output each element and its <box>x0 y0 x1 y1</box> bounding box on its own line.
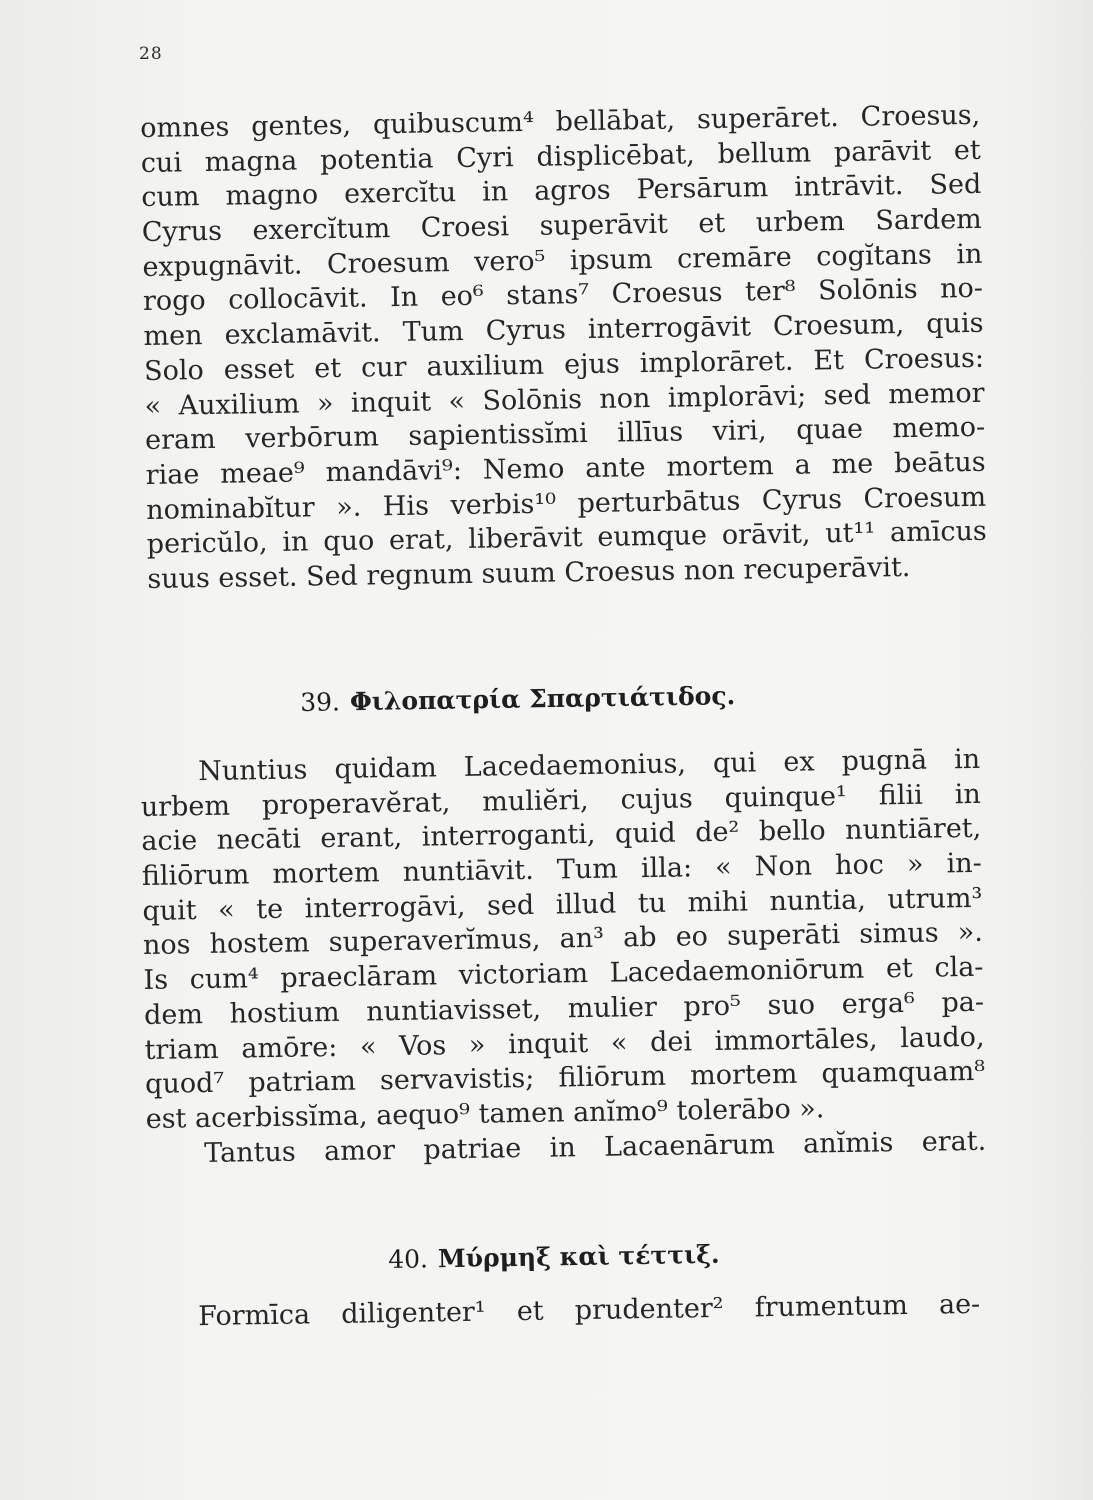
text-line: urbem properavĕrat, muliĕri, cujus quinque¹ filii in <box>140 778 981 823</box>
section-title: Μύρμηξ καὶ τέττιξ. <box>437 1239 720 1274</box>
section-number: 40. <box>388 1244 429 1274</box>
text-line: « Auxilium » inquit « Solōnis non implorāvi; sed memor <box>144 377 985 422</box>
text-line: riae meae⁹ mandāvi⁹: Nemo ante mortem a me beātus <box>145 446 986 491</box>
text-line: nos hostem superaverĭmus, an³ ab eo superāti simus ». <box>142 917 984 962</box>
text-line: Nuntius quidam Lacedaemonius, qui ex pugnā in <box>198 743 981 788</box>
page-number: 28 <box>139 44 163 64</box>
text-line: nominabĭtur ». His verbis¹⁰ perturbātus Cyrus Croesum <box>146 481 987 526</box>
text-line: filiōrum mortem nuntiāvit. Tum illa: « Non hoc » in- <box>141 847 983 893</box>
text-line: Is cum⁴ praeclāram victoriam Lacedaemoniōrum et cla- <box>143 951 984 997</box>
text-line: Solo esset et cur auxilium ejus implorāret. Et Croesus: <box>143 342 985 387</box>
text-line: acie necāti erant, interroganti, quid de² bello nuntiāret, <box>141 813 982 858</box>
text-line: cui magna potentia Cyri displicēbat, bellum parāvit et <box>140 134 981 179</box>
section-heading-40 <box>388 1240 720 1274</box>
section-number: 39. <box>300 687 341 717</box>
text-line: Cyrus exercĭtum Croesi superāvit et urbem Sardem <box>141 203 983 249</box>
text-line: cum magno exercĭtu in agros Persārum intrāvit. Sed <box>141 169 982 214</box>
text-line: quit « te interrogāvi, sed illud tu mihi nuntia, utrum³ <box>142 882 983 927</box>
page-edge-shadow <box>1023 0 1093 1500</box>
text-line: Tantus amor patriae in Lacaenārum anĭmis erat. <box>204 1125 987 1169</box>
text-line: omnes gentes, quibuscum⁴ bellābat, superāret. Croesus, <box>140 99 981 144</box>
text-line: men exclamāvit. Tum Cyrus interrogāvit Croesum, quis <box>143 307 984 353</box>
text-line: suus esset. Sed regnum suum Croesus non recuperāvit. <box>147 551 911 595</box>
text-line: est acerbissĭma, aequo⁹ tamen anĭmo⁹ tolerābo ». <box>145 1093 825 1135</box>
section-heading-39 <box>300 681 735 717</box>
text-line: expugnāvit. Croesum vero⁵ ipsum cremāre cogĭtans in <box>142 238 983 283</box>
text-line: Formīca diligenter¹ et prudenter² frumentum ae- <box>198 1288 981 1333</box>
paragraph-croesus <box>140 99 988 598</box>
section-title: Φιλοπατρία Σπαρτιάτιδος. <box>349 681 736 717</box>
text-line: eram verbōrum sapientissĭmi illīus viri, quae memo- <box>144 411 986 457</box>
text-line: quod⁷ patriam servavistis; filiōrum mortem quamquam⁸ <box>144 1055 986 1101</box>
text-line: triam amōre: « Vos » inquit « dei immortāles, laudo, <box>144 1021 985 1066</box>
paragraph-spartan-mother <box>140 743 986 1172</box>
text-line: pericŭlo, in quo erat, liberāvit eumque orāvit, ut¹¹ amīcus <box>146 516 987 561</box>
text-line: dem hostium nuntiavisset, mulier pro⁵ suo erga⁶ pa- <box>143 986 985 1031</box>
text-line: rogo collocāvit. In eo⁶ stans⁷ Croesus ter⁸ Solōnis no- <box>142 273 984 318</box>
paragraph-ant-cicada <box>140 1288 980 1336</box>
